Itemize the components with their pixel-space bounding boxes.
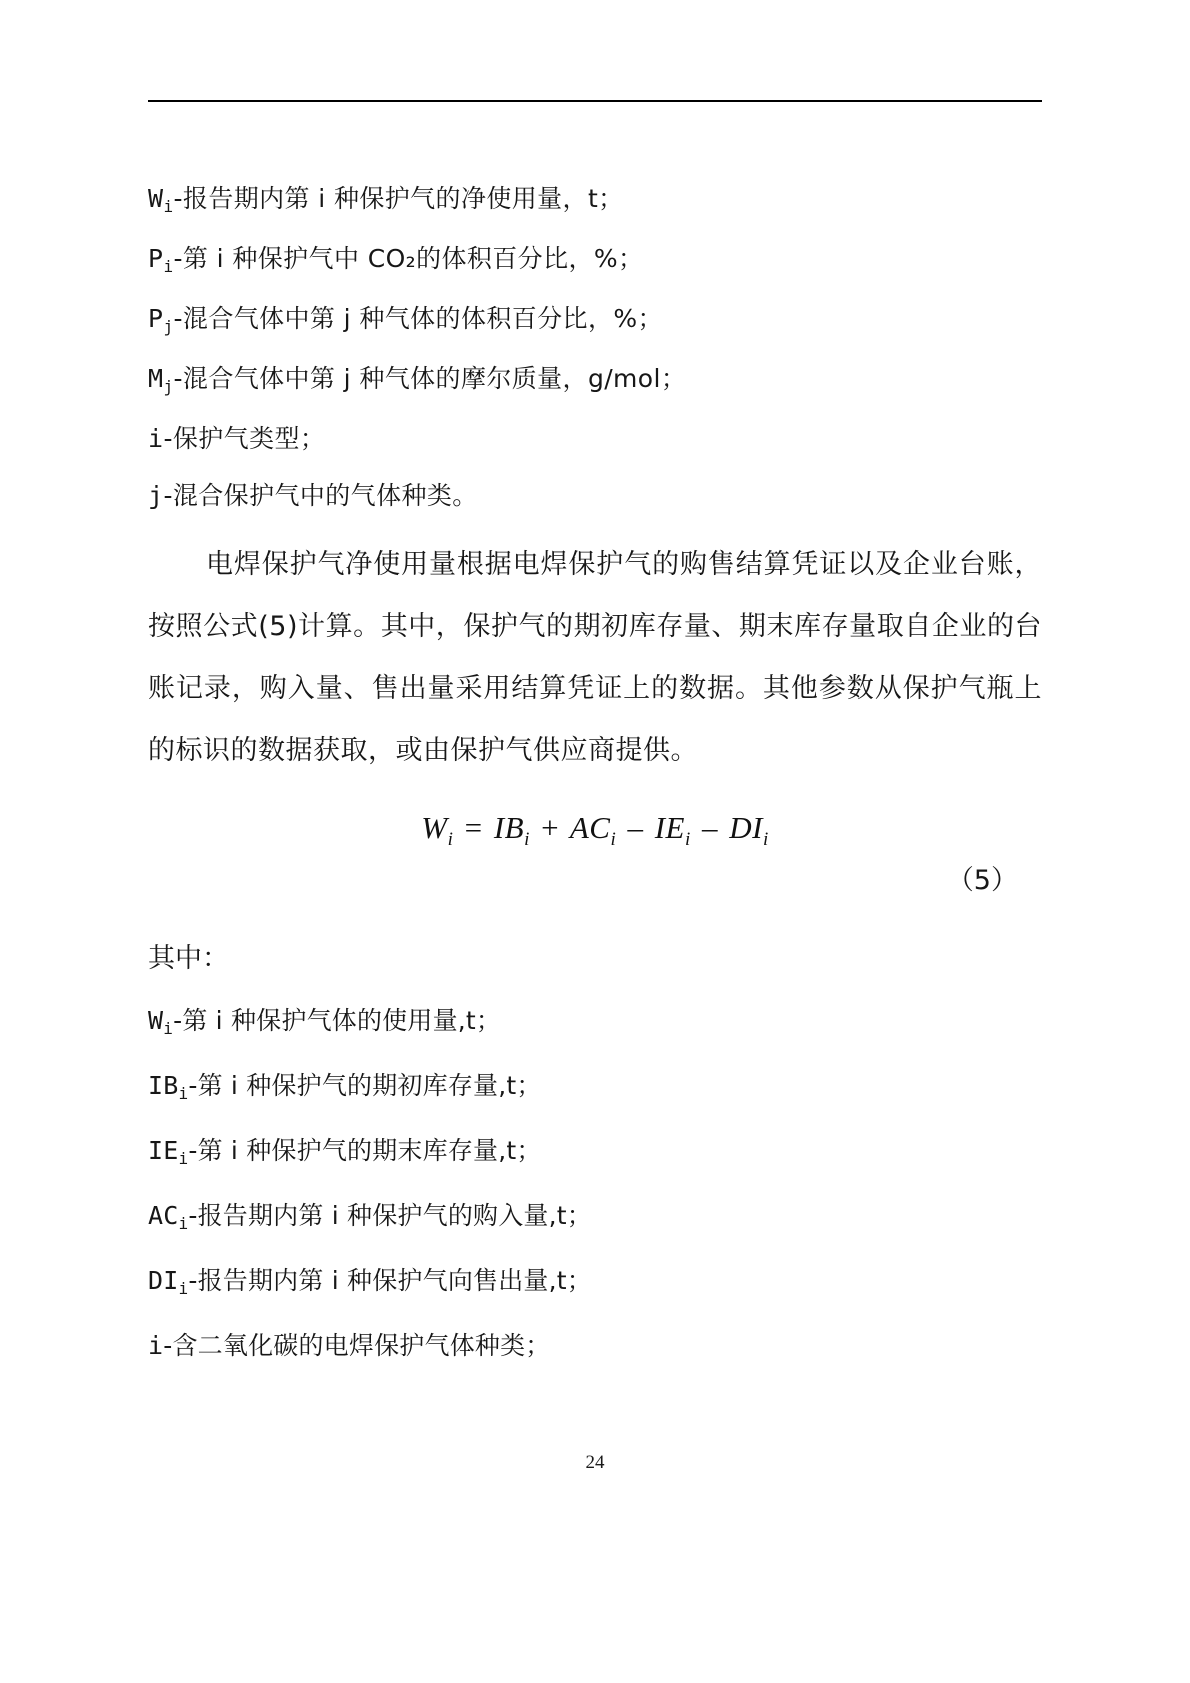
- definition-subscript: i: [178, 1084, 189, 1103]
- formula-operator: –: [702, 810, 719, 845]
- definition-subscript: j: [163, 317, 174, 336]
- definition-symbol: i: [148, 1331, 164, 1360]
- definition-subscript: i: [163, 257, 174, 276]
- definition-line: [148, 290, 1042, 350]
- formula-term: AC: [569, 810, 611, 845]
- definition-line: [148, 170, 1042, 230]
- definition-symbol: P: [148, 244, 164, 273]
- definition-line: [148, 1120, 1042, 1185]
- definition-line: [148, 350, 1042, 410]
- definition-line: [148, 230, 1042, 290]
- definition-text: -混合气体中第 j 种气体的体积百分比，%；: [173, 304, 663, 333]
- definition-text: -混合保护气中的气体种类。: [163, 481, 478, 510]
- definition-line: [148, 1185, 1042, 1250]
- page-number: 24: [585, 1452, 605, 1473]
- formula-term-subscript: i: [762, 829, 769, 851]
- formula-number: （5）: [946, 865, 1018, 896]
- formula-operator: +: [541, 810, 560, 845]
- body-paragraph: 电焊保护气净使用量根据电焊保护气的购售结算凭证以及企业台账，按照公式(5)计算。其中，保护气的期初库存量、期末库存量取自企业的台账记录，购入量、售出量采用结算凭证上的数据。其他参数从保护气瓶上的标识的数据获取，或由保护气供应商提供。: [148, 549, 1042, 766]
- definition-symbol: W: [148, 184, 164, 213]
- definition-subscript: i: [178, 1149, 189, 1168]
- definition-text: -报告期内第 i 种保护气的购入量,t；: [188, 1201, 592, 1230]
- definition-text: -第 i 种保护气中 CO₂的体积百分比，%；: [173, 244, 644, 273]
- definition-symbol: IB: [148, 1071, 179, 1100]
- definition-subscript: i: [178, 1214, 189, 1233]
- formula-term: IE: [654, 810, 685, 845]
- definition-text: -保护气类型；: [163, 424, 326, 453]
- definition-symbol: IE: [148, 1136, 179, 1165]
- definition-subscript: i: [163, 197, 174, 216]
- definition-text: -第 i 种保护气体的使用量,t；: [173, 1006, 502, 1035]
- definition-line: [148, 467, 1042, 524]
- definition-symbol: i: [148, 424, 164, 453]
- formula-term: DI: [729, 810, 763, 845]
- definition-subscript: i: [163, 1019, 174, 1038]
- formula-lhs: W: [421, 810, 448, 845]
- header-rule: [148, 100, 1042, 102]
- definition-text: -报告期内第 i 种保护气向售出量,t；: [188, 1266, 592, 1295]
- formula-block: [148, 810, 1042, 928]
- definition-subscript: j: [163, 377, 174, 396]
- formula-operator: –: [627, 810, 644, 845]
- definition-symbol: W: [148, 1006, 164, 1035]
- formula-term-subscript: i: [524, 829, 530, 851]
- formula-term-subscript: i: [684, 829, 691, 851]
- formula-term: IB: [493, 810, 525, 845]
- definition-subscript: i: [178, 1279, 189, 1298]
- definition-text: -含二氧化碳的电焊保护气体种类；: [163, 1331, 551, 1360]
- definition-line: [148, 1315, 1042, 1377]
- definition-text: -第 i 种保护气的期初库存量,t；: [188, 1071, 542, 1100]
- definition-symbol: M: [148, 364, 164, 393]
- definition-symbol: AC: [148, 1201, 179, 1230]
- definition-line: [148, 1250, 1042, 1315]
- definition-text: -第 i 种保护气的期末库存量,t；: [188, 1136, 542, 1165]
- definition-symbol: P: [148, 304, 164, 333]
- definition-text: -混合气体中第 j 种气体的摩尔质量，g/mol；: [173, 364, 687, 393]
- definition-line: [148, 1055, 1042, 1120]
- definition-line: [148, 990, 1042, 1055]
- formula-operator: =: [464, 810, 483, 845]
- formula-expression: [148, 810, 1042, 851]
- formula-term-subscript: i: [610, 829, 617, 851]
- definition-text: -报告期内第 i 种保护气的净使用量，t；: [173, 184, 624, 213]
- document-body: [148, 170, 1042, 1377]
- formula-lhs-subscript: i: [447, 829, 454, 851]
- definition-symbol: j: [148, 481, 164, 510]
- definition-symbol: DI: [148, 1266, 179, 1295]
- definition-line: [148, 410, 1042, 467]
- where-label: 其中：: [148, 943, 229, 974]
